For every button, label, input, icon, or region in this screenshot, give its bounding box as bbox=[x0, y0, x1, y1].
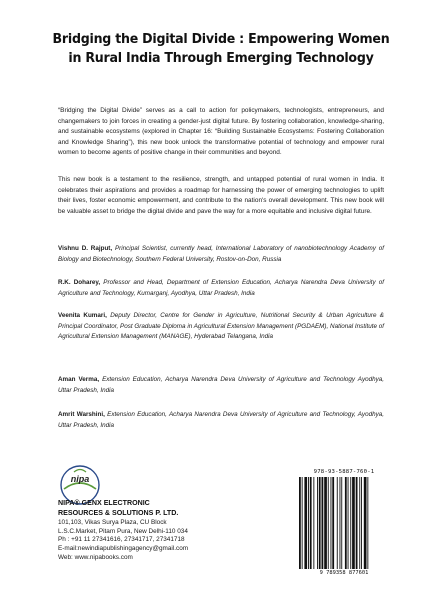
description-paragraph-1: “Bridging the Digital Divide” serves as a call to action for policymakers, technologists, entrepreneurs, and changemakers to join forces in creating a gender-just digital future. By fostering collaboration, knowledge-sharing, and sustainable ecosystems (explored in Chapter 16: “Building Sustainable Ecosystems: Fostering Collaboration and Knowledge Sharing”), this new book unlock the transformative potential of technology and empower rural women to become agents of positive change in their communities and beyond. bbox=[58, 107, 384, 157]
publisher-name: NIPA® GENX ELECTRONIC RESOURCES & SOLUTIONS P. LTD. bbox=[58, 499, 179, 517]
address-line: L.S.C.Market, Pitam Pura, New Delhi-110 034 bbox=[58, 527, 188, 535]
web-line: Web: www.nipabooks.com bbox=[58, 553, 133, 561]
phone-line: Ph : +91 11 27341616, 27341717, 27341718 bbox=[58, 536, 185, 544]
author-name: Vishnu D. Rajput, bbox=[58, 245, 113, 252]
title-line-2: in Rural India Through Emerging Technology bbox=[68, 51, 374, 66]
barcode-digits: 9 789358 877601 bbox=[319, 570, 369, 576]
author-name: R.K. Doharey, bbox=[58, 279, 101, 286]
title-line-1: Bridging the Digital Divide : Empowering Women bbox=[52, 32, 390, 47]
author-affiliation: Extension Education, Acharya Narendra Deva University of Agriculture and Technology, Ayodhya, Uttar Pradesh, India bbox=[58, 411, 384, 429]
description-paragraph-2: This new book is a testament to the resilience, strength, and untapped potential of rural women in India. It celebrates their aspirations and provides a roadmap for harnessing the power of emerging technologies to uplift their lives, foster economic empowerment, and contribute to the nation's overall development. This new book will be valuable asset to bridge the digital divide and pave the way for a more equitable and inclusive digital future. bbox=[58, 176, 384, 215]
author-affiliation: Deputy Director, Centre for Gender in Agriculture, Nutritional Security & Urban Agriculture & Principal Coordinator, Post Graduate Diploma in Agricultural Extension Management (PGDAEM), National Institute of Agricultural Extension Management (MANAGE), Hyderabad Telangana, India bbox=[58, 312, 385, 341]
author-entry bbox=[58, 244, 384, 265]
author-affiliation: Extension Education, Acharya Narendra Deva University of Agriculture and Technology Ayodhya, Uttar Pradesh, India bbox=[58, 376, 384, 394]
author-name: Amrit Warshini, bbox=[58, 411, 105, 418]
author-affiliation: Principal Scientist, currently head, International Laboratory of nanobiotechnology Academy of Biology and Biotechnology, Southern Federal University, Rostov-on-Don, Russia bbox=[58, 245, 384, 263]
author-affiliation: Professor and Head, Department of Extension Education, Acharya Narendra Deva University of Agriculture and Technology, Kumarganj, Ayodhya, Uttar Pradesh, India bbox=[58, 279, 384, 297]
email-line: E-mail:newindiapublishingagency@gmail.com bbox=[58, 545, 189, 553]
author-name: Aman Verma, bbox=[58, 376, 100, 383]
author-entry bbox=[58, 278, 384, 299]
author-name: Veenita Kumari, bbox=[58, 312, 107, 319]
author-entry bbox=[58, 375, 384, 396]
book-title bbox=[32, 30, 410, 68]
publisher-logo-text: nipa bbox=[70, 474, 90, 484]
isbn-label: 978-93-5887-760-1 bbox=[313, 469, 375, 475]
isbn-barcode bbox=[298, 477, 390, 569]
author-entry bbox=[58, 311, 384, 343]
publisher-address bbox=[58, 519, 278, 563]
author-entry bbox=[58, 410, 384, 431]
address-line: 101,103, Vikas Surya Plaza, CU Block bbox=[58, 519, 167, 526]
